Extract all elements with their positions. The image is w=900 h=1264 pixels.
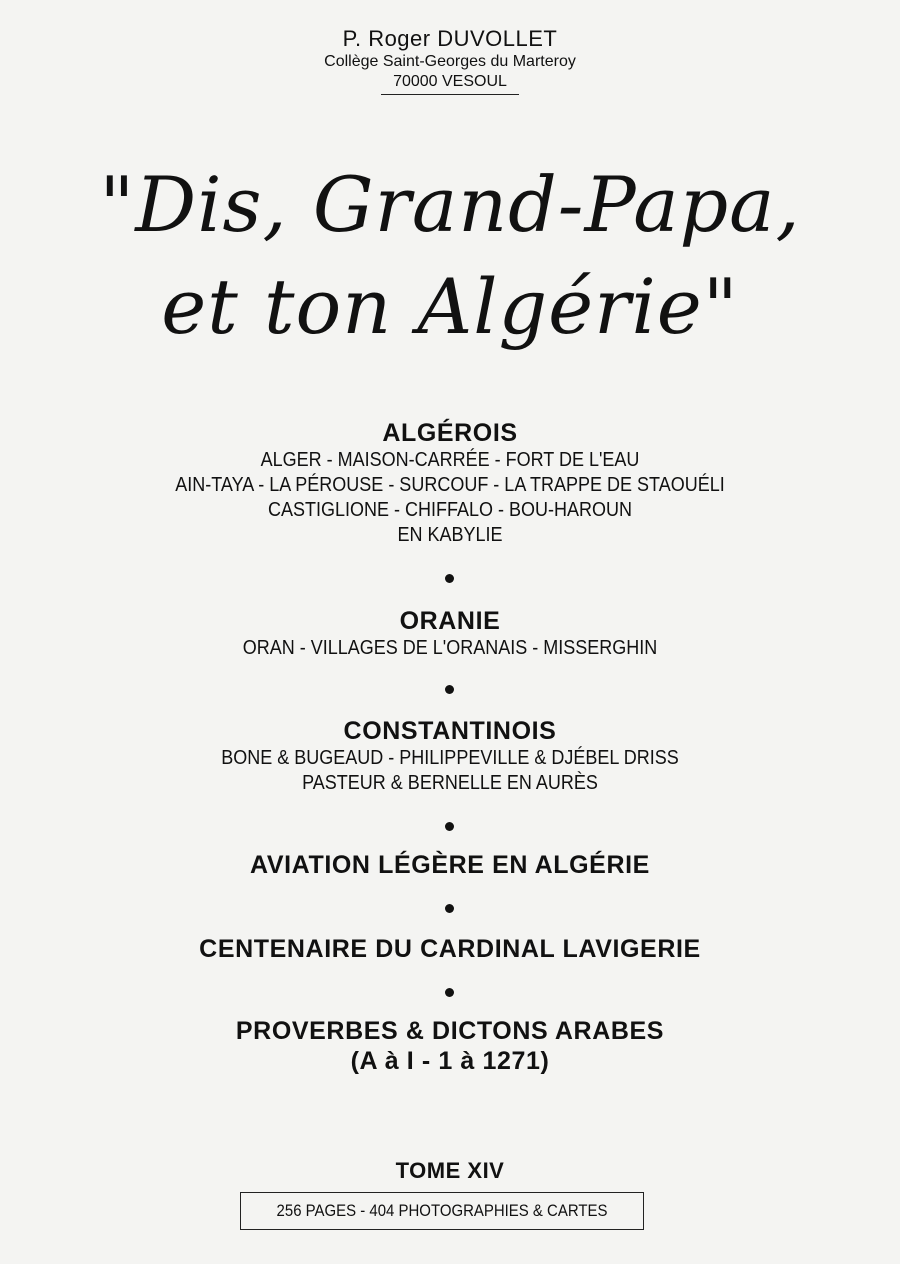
section-line: ALGER - MAISON-CARRÉE - FORT DE L'EAU — [260, 449, 640, 471]
section-line: BONE & BUGEAUD - PHILIPPEVILLE & DJÉBEL DRISS — [221, 747, 679, 769]
section-constantinois — [0, 716, 900, 796]
author-city: 70000 VESOUL — [393, 73, 507, 90]
section-line: EN KABYLIE — [397, 524, 503, 546]
author-school: Collège Saint-Georges du Marteroy — [324, 53, 576, 70]
bullet-separator — [445, 904, 454, 913]
section-aviation — [0, 850, 900, 880]
section-algerois — [0, 418, 900, 548]
section-heading: AVIATION LÉGÈRE EN ALGÉRIE — [250, 851, 650, 879]
section-heading: CENTENAIRE DU CARDINAL LAVIGERIE — [199, 935, 701, 963]
section-centenaire — [0, 934, 900, 964]
book-title-line-1: "Dis, Grand-Papa, — [99, 160, 801, 249]
bullet-separator — [445, 988, 454, 997]
pages-info-text: 256 PAGES - 404 PHOTOGRAPHIES & CARTES — [276, 1201, 608, 1220]
section-heading: ORANIE — [399, 607, 501, 635]
section-line: PASTEUR & BERNELLE EN AURÈS — [302, 772, 598, 794]
section-oranie — [0, 606, 900, 661]
pages-info-box — [240, 1192, 644, 1230]
tome-label: TOME XIV — [395, 1158, 505, 1183]
book-title-line-2: et ton Algérie" — [161, 262, 739, 351]
section-line: AIN-TAYA - LA PÉROUSE - SURCOUF - LA TRAPPE DE STAOUÉLI — [175, 474, 725, 496]
section-line: CASTIGLIONE - CHIFFALO - BOU-HAROUN — [267, 499, 633, 521]
bullet-separator — [445, 822, 454, 831]
bullet-separator — [445, 685, 454, 694]
section-line: ORAN - VILLAGES DE L'ORANAIS - MISSERGHIN — [242, 637, 658, 659]
section-heading: PROVERBES & DICTONS ARABES — [235, 1017, 665, 1045]
section-heading: CONSTANTINOIS — [343, 717, 557, 745]
section-heading: ALGÉROIS — [382, 419, 518, 447]
section-proverbes — [0, 1016, 900, 1076]
author-name: P. Roger DUVOLLET — [342, 26, 558, 51]
author-divider — [381, 94, 519, 95]
section-subheading: (A à I - 1 à 1271) — [350, 1047, 550, 1075]
author-block — [0, 26, 900, 95]
bullet-separator — [445, 574, 454, 583]
